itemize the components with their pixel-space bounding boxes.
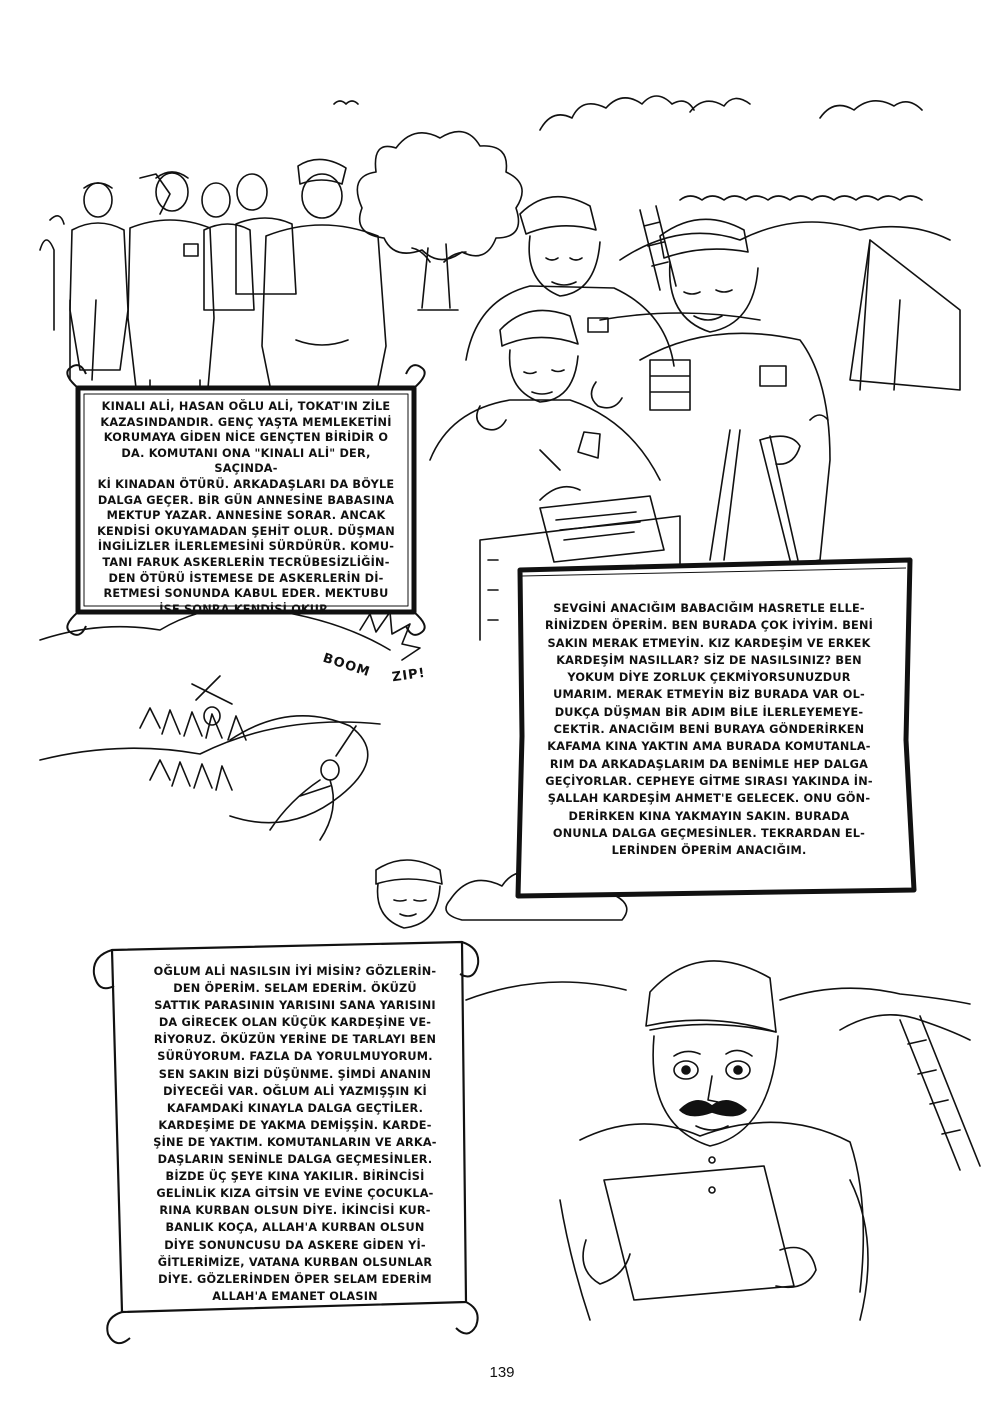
caption-letter-from-home: OĞLUM ALİ NASILSIN İYİ MİSİN? GÖZLERİN- DEN ÖPERİM. SELAM EDERİM. ÖKÜZÜ SATTIK PARASININ YARISINI SANA YARISINI DA GİRECEK OLAN KÜÇÜK KARDEŞİNE VE- RİYORUZ. ÖKÜZÜN YERİNE DE TARLAYI BEN SÜRÜYORUM. FAZLA DA YORULMUYORUM. SEN SAKIN BİZİ DÜŞÜNME. ŞİMDİ ANANIN DİYECEĞİ VAR. OĞLUM ALİ YAZMIŞŞIN Kİ KAFAMDAKİ KINAYLA DALGA GEÇTİLER. KARDEŞİME DE YAKMA DEMİŞŞİN. KARDE- ŞİNE DE YAKTIM. KOMUTANLARIN VE ARKA- DAŞLARIN SENİNLE DALGA GEÇMESİNLER. BİZDE ÜÇ ŞEYE KINA YAKILIR. BİRİNCİSİ GELİNLİK KIZA GİTSİN VE EVİNE ÇOCUKLA- RINA KURBAN OLSUN DİYE. İKİNCİSİ KUR- BANLIK KOÇA, ALLAH'A KURBAN OLSUN DİYE SONUNCUSU DA ASKERE GİDEN Yİ- ĞİTLERİMİZE, VATANA KURBAN OLSUNLAR DİYE. GÖZLERİNDEN ÖPER SELAM EDERİM ALLAH'A EMANET OLASIN [153,965,437,1303]
clouds-drawing [540,96,922,130]
fallen-soldier-head-drawing [376,860,442,928]
soldiers-group-drawing [40,159,386,410]
sfx-boom: BOOM [320,650,373,681]
page-number: 139 [489,1364,515,1381]
caption-kinali-ali: KINALI ALİ, HASAN OĞLU ALİ, TOKAT'IN ZİLE KAZASINDANDIR. GENÇ YAŞTA MEMLEKETİNİ KORUMAYA GİDEN NİCE GENÇTEN BİRİDİR O DA. KOMUTANI ONA "KINALI ALİ" DER, SAÇINDA- Kİ KINADAN ÖTÜRÜ. ARKADAŞLARI DA BÖYLE DALGA GEÇER. BİR GÜN ANNESİNE BABASINA MEKTUP YAZAR. ANNESİNE SORAR. ANCAK KENDİSİ OKUYAMADAN ŞEHİT OLUR. DÜŞMAN İNGİLİZLER İLERLEMESİNİ SÜRDÜRÜR. KOMU- TANI FARUK ASKERLERİN TECRÜBESİZLİĞİN- DEN ÖTÜRÜ İSTEMESE DE ASKERLERİN Dİ- RETMESİ SONUNDA KABUL EDER. MEKTUBU İSE SONRA KENDİSİ OKUR. [97,400,395,616]
tent-drawing [850,240,960,390]
sandbags-drawing [680,196,922,200]
hills-drawing [600,222,950,320]
bird-drawing [334,101,358,104]
caption-letter-to-parents: SEVGİNİ ANACIĞIM BABACIĞIM HASRETLE ELLE- RİNİZDEN ÖPERİM. BEN BURADA ÇOK İYİYİM. BENİ SAKIN MERAK ETMEYİN. KIZ KARDEŞİM VE ERKEK KARDEŞİM NASILLAR? SİZ DE NASILSINIZ? BEN YOKUM DİYE ZORLUK ÇEKMİYORSUNUZDUR UMARIM. MERAK ETMEYİN BİZ BURADA VAR OL- DUKÇA DÜŞMAN BİR ADIM BİLE İLERLEYEMEYE- CEKTİR. ANACIĞIM BENİ BURAYA GÖNDERİRKEN KAFAMA KINA YAKTIN AMA BURADA KOMUTANLA- RIM DA ARKADAŞLARIM DA BENİMLE HEP DALGA GEÇİYORLAR. CEPHEYE GİTME SIRASI YAKINDA İN- ŞALLAH KARDEŞİM AHMET'E GELECEK. ONU GÖN- DERİRKEN KINA YAKMAYIN SAKIN. BURADA ONUNLA DALGA GEÇMESİNLER. TEKRARDAN EL- LERİNDEN ÖPERİM ANACIĞIM. [545,602,873,858]
battle-scene-drawing [40,608,420,841]
officer-reading-drawing [466,961,980,1320]
sfx-zip: ZIP! [391,665,427,686]
